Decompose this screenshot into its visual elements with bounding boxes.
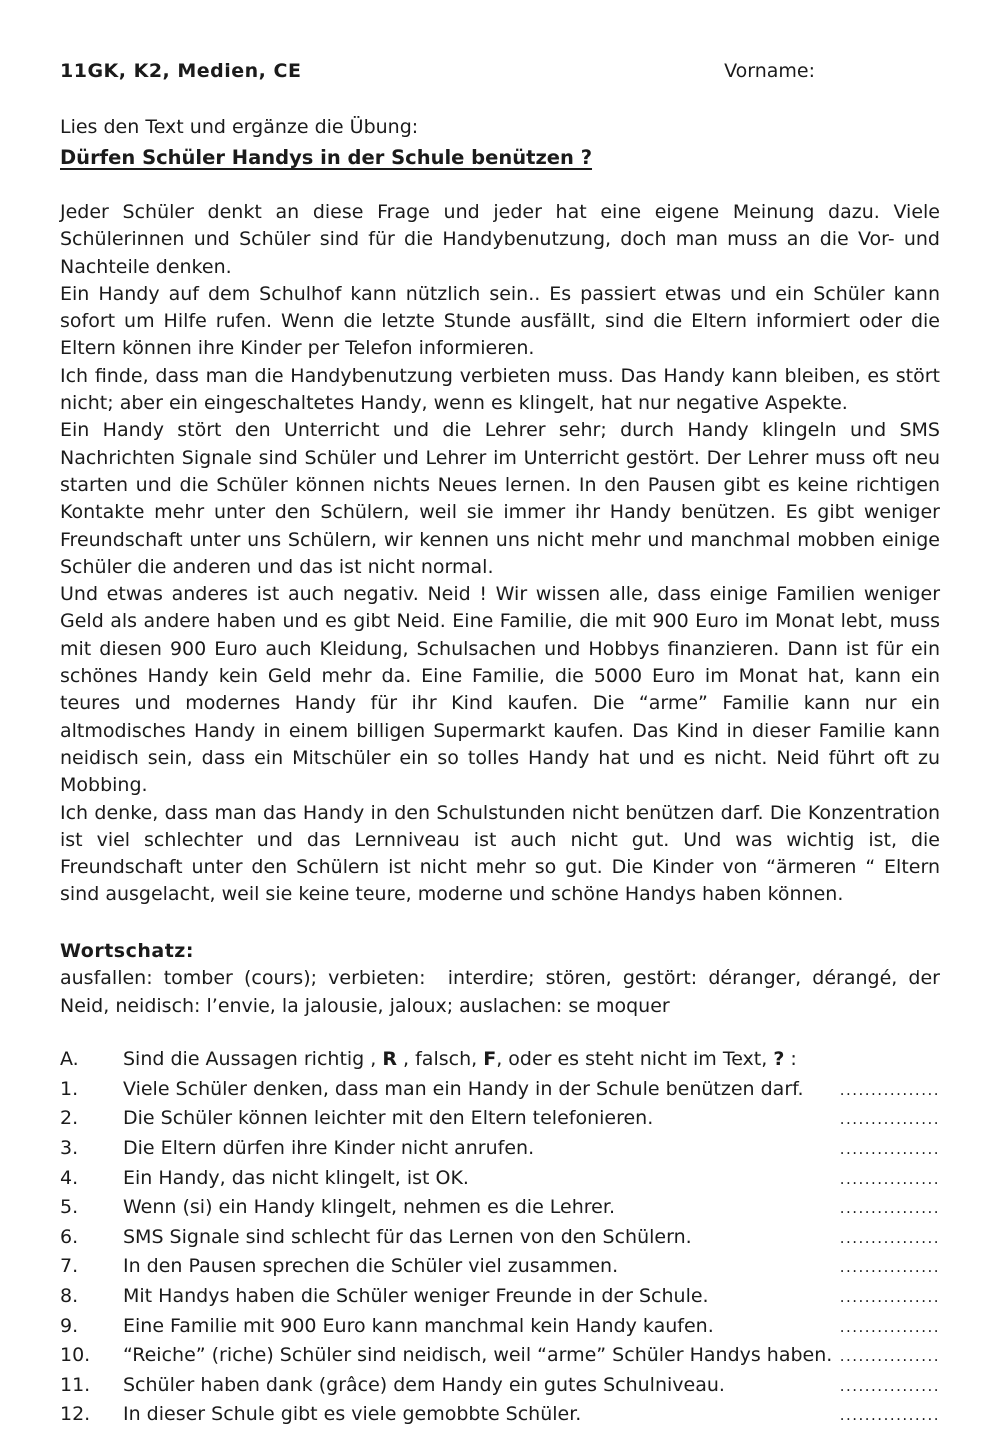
exercise-item-8 [60,1282,940,1312]
item-number: 7. [60,1255,79,1278]
answer-line: ................ [839,1199,940,1218]
instruction-line: Lies den Text und ergänze die Übung: [60,116,419,138]
exercise-item-4 [60,1164,940,1194]
item-number: 2. [60,1107,79,1130]
exercise-item-6 [60,1223,940,1253]
answer-line: ................ [839,1287,940,1306]
item-text: Wenn (si) ein Handy klingelt, nehmen es die Lehrer. [123,1196,615,1219]
item-text: In den Pausen sprechen die Schüler viel zusammen. [123,1255,619,1278]
item-number: 12. [60,1403,91,1426]
item-text: Viele Schüler denken, dass man ein Handy in der Schule benützen darf. [123,1077,804,1100]
vocabulary-entries: ausfallen: tomber (cours); verbieten: interdire; stören, gestört: déranger, dérangé, der Neid, neidisch: l’envie, la jalousie, jaloux; auslachen: se moquer [60,967,940,1017]
exercise-item-10 [60,1341,940,1371]
exercise-section [60,1045,940,1430]
text-paragraph-2: Ein Handy auf dem Schulhof kann nützlich sein.. Es passiert etwas und ein Schüler kann sofort um Hilfe rufen. Wenn die letzte Stunde ausfällt, sind die Eltern informiert oder die Eltern können ihre Kinder per Telefon informieren. [60,282,940,360]
exercise-item-1 [60,1075,940,1105]
exercise-question: Sind die Aussagen richtig , R , falsch, F, oder es steht nicht im Text, ? : [123,1048,797,1071]
text-paragraph-3: Ich finde, dass man die Handybenutzung verbieten muss. Das Handy kann bleiben, es stört nicht; aber ein eingeschaltetes Handy, wenn es klingelt, hat nur negative Aspekte. [60,364,940,415]
exercise-item-3 [60,1134,940,1164]
item-text: “Reiche” (riche) Schüler sind neidisch, weil “arme” Schüler Handys haben. [123,1344,833,1367]
item-text: Mit Handys haben die Schüler weniger Freunde in der Schule. [123,1284,709,1307]
text-paragraph-1: Jeder Schüler denkt an diese Frage und jeder hat eine eigene Meinung dazu. Viele Schülerinnen und Schüler sind für die Handybenutzung, doch man muss an die Vor- und Nachteile denken. [60,201,940,278]
page-header [60,58,940,84]
answer-line: ................ [839,1228,940,1247]
reading-text [60,199,940,909]
exercise-item-7 [60,1252,940,1282]
item-text: SMS Signale sind schlecht für das Lernen von den Schülern. [123,1225,692,1248]
answer-line: ................ [839,1376,940,1395]
name-label: Vorname: [724,60,815,82]
item-text: Die Schüler können leichter mit den Eltern telefonieren. [123,1107,654,1130]
exercise-item-5 [60,1193,940,1223]
item-text: Eine Familie mit 900 Euro kann manchmal kein Handy kaufen. [123,1314,714,1337]
course-code: 11GK, K2, Medien, CE [60,60,302,82]
item-text: Schüler haben dank (grâce) dem Handy ein gutes Schulniveau. [123,1373,725,1396]
exercise-question-row [60,1045,940,1075]
vocabulary-heading: Wortschatz: [60,939,194,962]
answer-line: ................ [839,1406,940,1425]
answer-line: ................ [839,1169,940,1188]
item-number: 6. [60,1225,79,1248]
item-number: 5. [60,1196,79,1219]
exercise-item-11 [60,1371,940,1401]
exercise-item-12 [60,1400,940,1430]
exercise-item-2 [60,1104,940,1134]
answer-line: ................ [839,1080,940,1099]
item-number: 3. [60,1137,79,1159]
item-number: 1. [60,1077,79,1100]
item-number: 8. [60,1284,79,1307]
item-text: In dieser Schule gibt es viele gemobbte Schüler. [123,1403,582,1426]
answer-line: ................ [839,1140,940,1158]
exercise-item-9 [60,1312,940,1342]
answer-line: ................ [839,1258,940,1277]
item-text: Die Eltern dürfen ihre Kinder nicht anrufen. [123,1137,535,1159]
answer-line: ................ [839,1317,940,1336]
item-number: 4. [60,1166,79,1189]
text-paragraph-5: Und etwas anderes ist auch negativ. Neid ! Wir wissen alle, dass einige Familien weniger Geld als andere haben und es gibt Neid. Eine Familie, die mit 900 Euro im Monat lebt, muss mit diesen 900 Euro auch Kleidung, Schulsachen und Hobbys finanzieren. Dann ist für ein schönes Handy kein Geld mehr da. Eine Familie, die 5000 Euro im Monat hat, kann ein teures und modernes Handy für ihr Kind kaufen. Die “arme” Familie kann nur ein altmodisches Handy in einem billigen Supermarkt kaufen. Das Kind in dieser Familie kann neidisch sein, dass ein Mitschüler ein so tolles Handy hat und es nicht. Neid führt oft zu Mobbing. [60,583,940,797]
item-number: 11. [60,1373,91,1396]
text-paragraph-6: Ich denke, dass man das Handy in den Schulstunden nicht benützen darf. Die Konzentration ist viel schlechter und das Lernniveau ist auch nicht gut. Und was wichtig ist, die Freundschaft unter den Schülern ist nicht mehr so gut. Die Kinder von “ärmeren “ Eltern sind ausgelacht, weil sie keine teure, moderne und schöne Handys haben können. [60,801,940,906]
item-number: 9. [60,1314,79,1337]
item-text: Ein Handy, das nicht klingelt, ist OK. [123,1166,469,1189]
vocabulary-block [60,938,940,1021]
answer-line: ................ [839,1347,940,1366]
item-number: 10. [60,1344,91,1367]
intro-block [60,113,940,173]
answer-line: ................ [839,1110,940,1129]
text-title: Dürfen Schüler Handys in der Schule benützen ? [60,146,593,169]
exercise-label: A. [60,1048,79,1071]
text-paragraph-4: Ein Handy stört den Unterricht und die Lehrer sehr; durch Handy klingeln und SMS Nachrichten Signale sind Schüler und Lehrer im Unterricht gestört. Der Lehrer muss oft neu starten und die Schüler können nichts Neues lernen. In den Pausen gibt es keine richtigen Kontakte mehr unter den Schülern, weil sie immer ihr Handy benützen. Es gibt weniger Freundschaft unter uns Schülern, wir kennen uns nicht mehr und manchmal mobben einige Schüler die anderen und das ist nicht normal. [60,419,940,578]
